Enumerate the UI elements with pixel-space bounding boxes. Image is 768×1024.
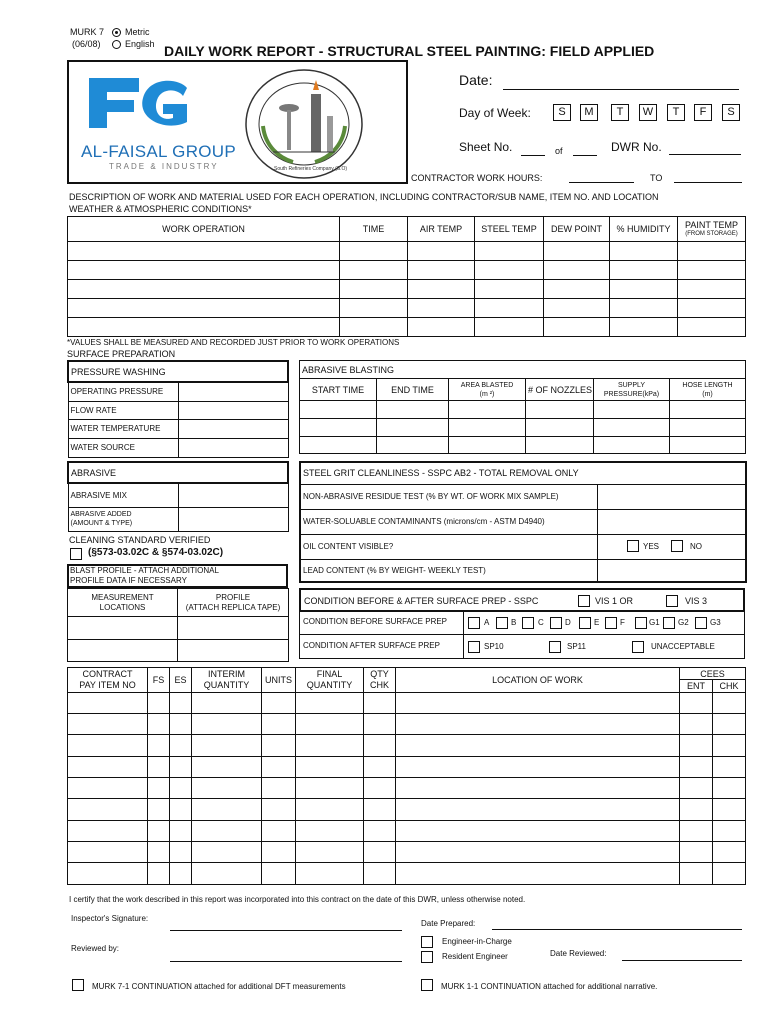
murk11-checkbox[interactable]: [421, 979, 433, 991]
murk71-label: MURK 7-1 CONTINUATION attached for additional DFT measurements: [92, 982, 346, 991]
table-row[interactable]: [300, 419, 746, 437]
blast-supply-label: SUPPLY: [617, 381, 646, 389]
grade-e-checkbox[interactable]: [579, 617, 591, 629]
grade-g2-label: G2: [678, 618, 689, 627]
resident-engineer-label: Resident Engineer: [442, 952, 508, 961]
form-title: DAILY WORK REPORT - STRUCTURAL STEEL PAINTING: FIELD APPLIED: [164, 43, 655, 59]
table-row[interactable]: [68, 821, 746, 842]
pay-header-interim: [192, 668, 262, 693]
blast-profile-line1: BLAST PROFILE - ATTACH ADDITIONAL: [70, 566, 219, 575]
weather-footnote: *VALUES SHALL BE MEASURED AND RECORDED JUST PRIOR TO WORK OPERATIONS: [67, 338, 400, 347]
non-abrasive-residue-label: NON-ABRASIVE RESIDUE TEST (% BY WT. OF WORK MIX SAMPLE): [300, 484, 597, 509]
oil-no-label: NO: [690, 542, 702, 551]
pay-interim-1: INTERIM: [208, 669, 245, 679]
day-of-week-label: Day of Week:: [459, 106, 531, 120]
engineer-in-charge-label: Engineer-in-Charge: [442, 937, 512, 946]
abrasive-added-label: ABRASIVE ADDED: [70, 511, 132, 518]
day-fri[interactable]: F: [694, 104, 712, 121]
weather-header-time: TIME: [340, 217, 408, 242]
abrasive-mix-field[interactable]: [178, 483, 288, 507]
vis3-checkbox[interactable]: [666, 595, 678, 607]
form-id: MURK 7: [70, 27, 105, 37]
unacceptable-checkbox[interactable]: [632, 641, 644, 653]
vis1-label: VIS 1 OR: [595, 596, 634, 606]
measurement-header-2: LOCATIONS: [99, 602, 146, 612]
cleaning-standard-specs: (§573-03.02C & §574-03.02C): [88, 547, 224, 558]
table-row[interactable]: [68, 299, 746, 318]
oil-no-checkbox[interactable]: [671, 540, 683, 552]
operating-pressure-label: OPERATING PRESSURE: [68, 382, 178, 401]
table-row[interactable]: [68, 735, 746, 757]
blast-header-nozzles: # OF NOZZLES: [526, 379, 594, 401]
blast-profile-line2: PROFILE DATA IF NECESSARY: [70, 576, 187, 585]
blast-profile-table: [67, 588, 289, 662]
pay-header-contract: [68, 668, 148, 693]
fg-logo-icon: [79, 70, 199, 130]
date-field[interactable]: [503, 89, 739, 90]
pay-interim-2: QUANTITY: [203, 680, 250, 690]
condition-header: [299, 588, 745, 612]
grade-g1-checkbox[interactable]: [635, 617, 647, 629]
weather-header-dew-point: DEW POINT: [544, 217, 610, 242]
weather-header-paint-temp: [678, 217, 746, 242]
hours-to-label: TO: [650, 173, 663, 183]
table-row[interactable]: [68, 842, 746, 863]
lead-content-field[interactable]: [597, 559, 746, 582]
table-row[interactable]: [300, 401, 746, 419]
date-label: Date:: [459, 72, 493, 88]
hours-from-field[interactable]: [569, 182, 634, 183]
abrasive-added-cell: [68, 507, 178, 531]
pay-final-2: QUANTITY: [306, 680, 353, 690]
blast-hose-label: HOSE LENGTH: [682, 381, 733, 389]
weather-header-operation: WORK OPERATION: [68, 217, 340, 242]
grade-c-checkbox[interactable]: [522, 617, 534, 629]
blast-header-supply: [594, 379, 670, 401]
dwr-no-field[interactable]: [669, 154, 741, 155]
pay-qty-1: QTY: [370, 669, 389, 679]
cleanliness-title: STEEL GRIT CLEANLINESS - SSPC AB2 - TOTAL REMOVAL ONLY: [300, 462, 746, 484]
description-line1: DESCRIPTION OF WORK AND MATERIAL USED FOR EACH OPERATION, INCLUDING CONTRACTOR/SUB NAME, ITEM NO. AND LOCATION: [69, 192, 659, 202]
grade-g1-label: G1: [649, 618, 660, 627]
condition-before-row: [299, 610, 745, 635]
grade-d-checkbox[interactable]: [550, 617, 562, 629]
murk11-label: MURK 1-1 CONTINUATION attached for additional narrative.: [441, 982, 658, 991]
pay-header-ent: ENT: [680, 680, 713, 693]
certification-text: I certify that the work described in this report was incorporated into this contract on the date of this DWR, unless otherwise noted.: [69, 895, 526, 904]
water-temperature-label: WATER TEMPERATURE: [68, 419, 178, 438]
measurement-header-1: MEASUREMENT: [91, 592, 154, 602]
oil-yes-checkbox[interactable]: [627, 540, 639, 552]
blast-supply-unit: PRESSURE(kPa): [603, 390, 660, 398]
water-source-field[interactable]: [178, 438, 288, 457]
resident-engineer-checkbox[interactable]: [421, 951, 433, 963]
blast-header-hose: [670, 379, 746, 401]
pressure-washing-table: [67, 360, 289, 458]
lead-content-label: LEAD CONTENT (% BY WEIGHT- WEEKLY TEST): [300, 559, 597, 582]
condition-after-label: CONDITION AFTER SURFACE PREP: [303, 641, 440, 650]
abrasive-title: ABRASIVE: [68, 462, 288, 483]
table-row[interactable]: [68, 318, 746, 337]
contractor-hours-label: CONTRACTOR WORK HOURS:: [411, 173, 543, 183]
table-row[interactable]: [68, 714, 746, 735]
abrasive-blasting-title: ABRASIVE BLASTING: [300, 361, 746, 379]
profile-header-1: PROFILE: [215, 592, 251, 602]
inspector-signature-field[interactable]: [170, 930, 402, 931]
logo-box: [67, 60, 408, 184]
day-sun[interactable]: S: [553, 104, 571, 121]
blast-hose-unit: (m): [702, 390, 713, 398]
day-tue[interactable]: T: [611, 104, 629, 121]
paint-temp-sublabel: (FROM STORAGE): [685, 231, 738, 237]
pressure-washing-title: PRESSURE WASHING: [68, 361, 288, 382]
table-row[interactable]: [68, 617, 289, 640]
hours-to-field[interactable]: [674, 182, 742, 183]
sheet-total-field[interactable]: [573, 155, 597, 156]
seal-caption: South Refineries Company (S.O): [274, 166, 348, 172]
unacceptable-label: UNACCEPTABLE: [651, 642, 715, 651]
grade-b-label: B: [511, 618, 517, 627]
oil-content-label: OIL CONTENT VISIBLE?: [300, 534, 597, 559]
pay-header-fs: FS: [148, 668, 170, 693]
cleanliness-table: [299, 461, 747, 583]
oil-yes-label: YES: [643, 542, 660, 551]
blast-area-unit: (m ²): [479, 390, 495, 398]
grade-b-checkbox[interactable]: [496, 617, 508, 629]
measurement-locations-header: [68, 589, 178, 617]
abrasive-table: [67, 461, 289, 532]
grade-e-label: E: [594, 618, 600, 627]
flow-rate-label: FLOW RATE: [68, 401, 178, 419]
condition-after-row: [299, 634, 745, 659]
abrasive-blasting-table: [299, 360, 746, 454]
fg-tagline: TRADE & INDUSTRY: [109, 162, 219, 171]
grade-g2-checkbox[interactable]: [663, 617, 675, 629]
weather-header-humidity: % HUMIDITY: [610, 217, 678, 242]
blast-header-area: [449, 379, 526, 401]
reviewed-by-field[interactable]: [170, 961, 402, 962]
pay-header-location: LOCATION OF WORK: [396, 668, 680, 693]
pay-header-qty: [364, 668, 396, 693]
table-row[interactable]: [300, 437, 746, 454]
date-reviewed-field[interactable]: [622, 960, 742, 961]
table-row[interactable]: [68, 778, 746, 799]
water-temperature-field[interactable]: [178, 419, 288, 438]
pay-header-es: ES: [170, 668, 192, 693]
fg-company-name: AL-FAISAL GROUP: [81, 142, 237, 161]
inspector-signature-label: Inspector's Signature:: [71, 914, 149, 923]
pay-contract-2: PAY ITEM NO: [79, 680, 136, 690]
condition-divider: [463, 635, 464, 658]
profile-header: [178, 589, 289, 617]
date-prepared-field[interactable]: [492, 929, 742, 930]
vis3-label: VIS 3: [685, 596, 708, 606]
grade-d-label: D: [565, 618, 571, 627]
sheet-no-field[interactable]: [521, 155, 545, 156]
day-sat[interactable]: S: [722, 104, 740, 121]
table-row[interactable]: [68, 863, 746, 885]
table-row[interactable]: [68, 280, 746, 299]
date-prepared-label: Date Prepared:: [421, 919, 476, 928]
condition-before-label: CONDITION BEFORE SURFACE PREP: [303, 617, 448, 626]
day-thu[interactable]: T: [667, 104, 685, 121]
abrasive-added-sublabel: (AMOUNT & TYPE): [70, 520, 133, 527]
sp11-label: SP11: [567, 642, 586, 651]
grade-a-checkbox[interactable]: [468, 617, 480, 629]
cleaning-standard-checkbox[interactable]: [70, 548, 82, 560]
table-row[interactable]: [68, 693, 746, 714]
condition-title: CONDITION BEFORE & AFTER SURFACE PREP - SSPC: [304, 596, 539, 606]
pay-qty-2: CHK: [369, 680, 389, 690]
water-soluble-field[interactable]: [597, 509, 746, 534]
vis1-checkbox[interactable]: [578, 595, 590, 607]
flow-rate-field[interactable]: [178, 401, 288, 419]
abrasive-added-field[interactable]: [178, 507, 288, 531]
condition-divider: [463, 611, 464, 634]
blast-header-start: START TIME: [300, 379, 377, 401]
south-refineries-seal-icon: [243, 66, 365, 182]
day-mon[interactable]: M: [580, 104, 598, 121]
surface-prep-title: SURFACE PREPARATION: [67, 349, 176, 359]
sp11-checkbox[interactable]: [549, 641, 561, 653]
grade-f-checkbox[interactable]: [605, 617, 617, 629]
weather-header-steel-temp: STEEL TEMP: [475, 217, 544, 242]
pay-final-1: FINAL: [316, 669, 343, 679]
metric-radio[interactable]: [112, 28, 121, 37]
engineer-in-charge-checkbox[interactable]: [421, 936, 433, 948]
table-row[interactable]: [68, 242, 746, 261]
pay-header-chk: CHK: [713, 680, 746, 693]
blast-profile-header: [67, 564, 288, 588]
blast-area-label: AREA BLASTED: [460, 381, 514, 389]
table-row[interactable]: [68, 261, 746, 280]
sp10-label: SP10: [484, 642, 504, 651]
pay-header-units: UNITS: [262, 668, 296, 693]
grade-g3-checkbox[interactable]: [695, 617, 707, 629]
murk71-checkbox[interactable]: [72, 979, 84, 991]
paint-temp-label: PAINT TEMP: [684, 220, 738, 230]
grade-a-label: A: [484, 618, 490, 627]
blast-header-end: END TIME: [377, 379, 449, 401]
grade-g3-label: G3: [710, 618, 721, 627]
reviewed-by-label: Reviewed by:: [71, 944, 120, 953]
sp10-checkbox[interactable]: [468, 641, 480, 653]
weather-table: [67, 216, 746, 337]
cleaning-standard-title: CLEANING STANDARD VERIFIED: [69, 535, 211, 545]
sheet-no-label: Sheet No.: [459, 140, 513, 154]
weather-header-air-temp: AIR TEMP: [408, 217, 475, 242]
water-source-label: WATER SOURCE: [68, 438, 178, 457]
operating-pressure-field[interactable]: [178, 382, 288, 401]
water-soluble-label: WATER-SOLUABLE CONTAMINANTS (microns/cm - ASTM D4940): [300, 509, 597, 534]
pay-header-cees: CEES: [680, 668, 746, 680]
table-row[interactable]: [68, 640, 289, 662]
english-radio[interactable]: [112, 40, 121, 49]
description-line2: WEATHER & ATMOSPHERIC CONDITIONS*: [69, 204, 252, 214]
dwr-no-label: DWR No.: [611, 140, 662, 154]
metric-label: Metric: [125, 27, 150, 37]
pay-contract-1: CONTRACT: [82, 669, 133, 679]
date-reviewed-label: Date Reviewed:: [550, 949, 607, 958]
pay-header-final: [296, 668, 364, 693]
grade-c-label: C: [538, 618, 544, 627]
form-date: (06/08): [72, 39, 101, 49]
profile-header-2: (ATTACH REPLICA TAPE): [185, 602, 281, 612]
english-label: English: [125, 39, 155, 49]
sheet-of-label: of: [555, 146, 563, 156]
day-wed[interactable]: W: [639, 104, 657, 121]
pay-item-table: [67, 667, 746, 885]
table-row[interactable]: [68, 757, 746, 778]
abrasive-mix-label: ABRASIVE MIX: [68, 483, 178, 507]
grade-f-label: F: [620, 618, 625, 627]
table-row[interactable]: [68, 799, 746, 821]
non-abrasive-residue-field[interactable]: [597, 484, 746, 509]
